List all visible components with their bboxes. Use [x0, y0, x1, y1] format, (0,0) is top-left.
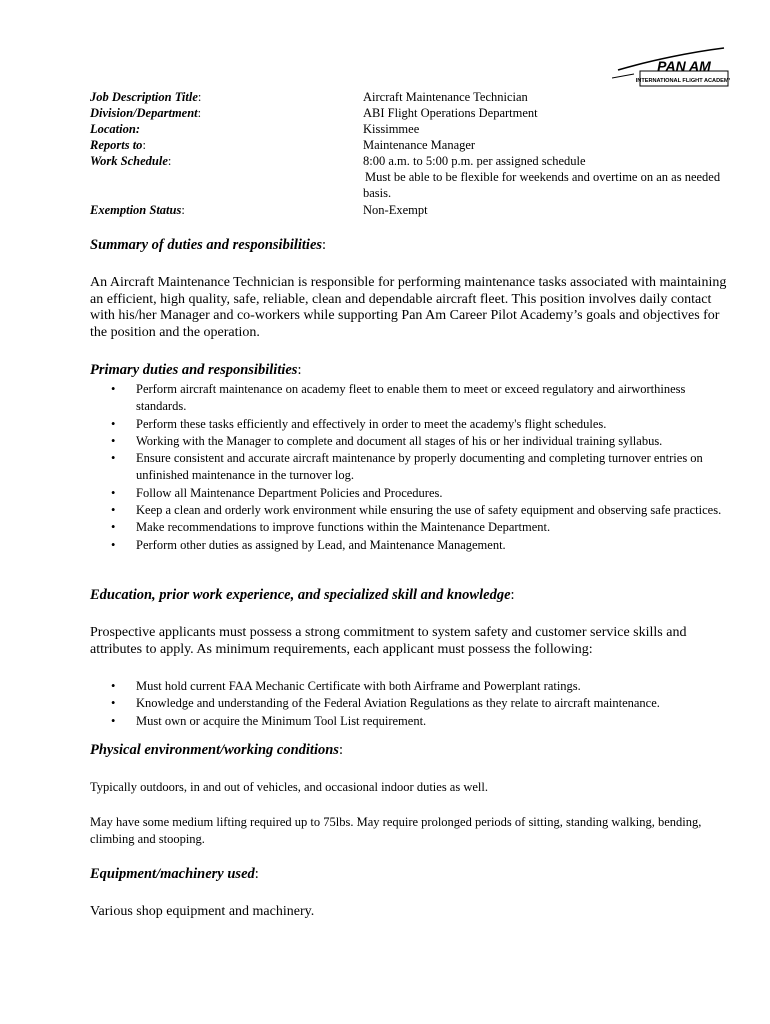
physical-environment-heading: Physical environment/working conditions: [90, 742, 343, 758]
list-item: • Follow all Maintenance Department Policies and Procedures. [90, 485, 730, 502]
list-item: • Perform other duties as assigned by Lead, and Maintenance Management. [90, 537, 730, 554]
bullet-icon: • [111, 382, 116, 396]
primary-duties-heading: Primary duties and responsibilities: [90, 362, 302, 378]
list-item: • Ensure consistent and accurate aircraft maintenance by properly documenting and completing turnover entries on unfinished maintenance in the turnover log. [111, 451, 703, 483]
primary-duties-list [90, 381, 730, 554]
exemption-status-value: Non-Exempt [363, 203, 428, 217]
work-schedule-note: Must be able to be flexible for weekends and overtime on an as needed [365, 170, 721, 184]
bullet-icon: • [111, 503, 116, 518]
logo-wordmark: PAN AM [657, 58, 711, 74]
list-item: • Working with the Manager to complete and document all stages of his or her individual training syllabus. [90, 433, 730, 450]
bullet-icon: • [111, 485, 116, 500]
job-title-label: Job Description Title: [90, 90, 202, 104]
education-heading: Education, prior work experience, and specialized skill and knowledge: [90, 587, 515, 603]
division-value: ABI Flight Operations Department [363, 106, 538, 120]
bullet-icon: • [111, 696, 116, 711]
summary-text: An Aircraft Maintenance Technician is responsible for performing maintenance tasks associated with maintaining an efficient, high quality, safe, reliable, clean and dependable aircraft fleet. This position involves daily contact with his/her Manager and co-workers while supporting Pan Am Career Pilot Academy’s goals and objectives for the position and the operation. [90, 275, 727, 340]
equipment-heading: Equipment/machinery used: [90, 866, 259, 882]
bullet-icon: • [111, 520, 116, 535]
reports-to-label: Reports to: [90, 138, 146, 152]
education-list [90, 678, 730, 730]
work-schedule-value: 8:00 a.m. to 5:00 p.m. per assigned schedule [363, 154, 586, 168]
pan-am-logo-graphic [612, 44, 730, 90]
work-schedule-label: Work Schedule: [90, 154, 172, 168]
list-item: • Perform these tasks efficiently and effectively in order to meet the academy's flight schedules. [90, 416, 730, 433]
summary-heading: Summary of duties and responsibilities: [90, 237, 327, 253]
bullet-icon: • [111, 679, 116, 693]
division-label: Division/Department: [90, 106, 202, 120]
bullet-icon: • [111, 433, 116, 448]
logo-tagline: INTERNATIONAL FLIGHT ACADEMY [635, 78, 730, 84]
bullet-icon: • [111, 537, 116, 552]
reports-to-value: Maintenance Manager [363, 138, 476, 152]
pan-am-logo [612, 44, 730, 90]
physical-text-2: May have some medium lifting required up to 75lbs. May require prolonged periods of sitting, standing walking, bending, climbing and stooping. [90, 815, 702, 846]
bullet-icon: • [111, 416, 116, 431]
equipment-text: Various shop equipment and machinery. [90, 904, 315, 919]
list-item: • Knowledge and understanding of the Federal Aviation Regulations as they relate to aircraft maintenance. [90, 695, 730, 712]
location-value: Kissimmee [363, 122, 420, 136]
job-title-value: Aircraft Maintenance Technician [363, 90, 528, 104]
exemption-status-label: Exemption Status: [90, 203, 185, 217]
bullet-icon: • [111, 713, 116, 728]
physical-text-1: Typically outdoors, in and out of vehicles, and occasional indoor duties as well. [90, 780, 488, 794]
list-item: • Make recommendations to improve functions within the Maintenance Department. [90, 519, 730, 536]
list-item: • Must own or acquire the Minimum Tool List requirement. [90, 713, 730, 730]
list-item: • Must hold current FAA Mechanic Certificate with both Airframe and Powerplant ratings. [90, 678, 730, 695]
list-item: • Perform aircraft maintenance on academy fleet to enable them to meet or exceed regulatory and airworthiness standards. [111, 382, 686, 414]
list-item: • Keep a clean and orderly work environment while ensuring the use of safety equipment and observing safe practices. [90, 502, 730, 519]
work-schedule-note-cont: basis. [363, 186, 392, 200]
bullet-icon: • [111, 451, 116, 466]
location-label: Location: [90, 122, 140, 136]
education-intro: Prospective applicants must possess a strong commitment to system safety and customer service skills and attributes to apply. As minimum requirements, each applicant must possess the following: [90, 625, 687, 657]
